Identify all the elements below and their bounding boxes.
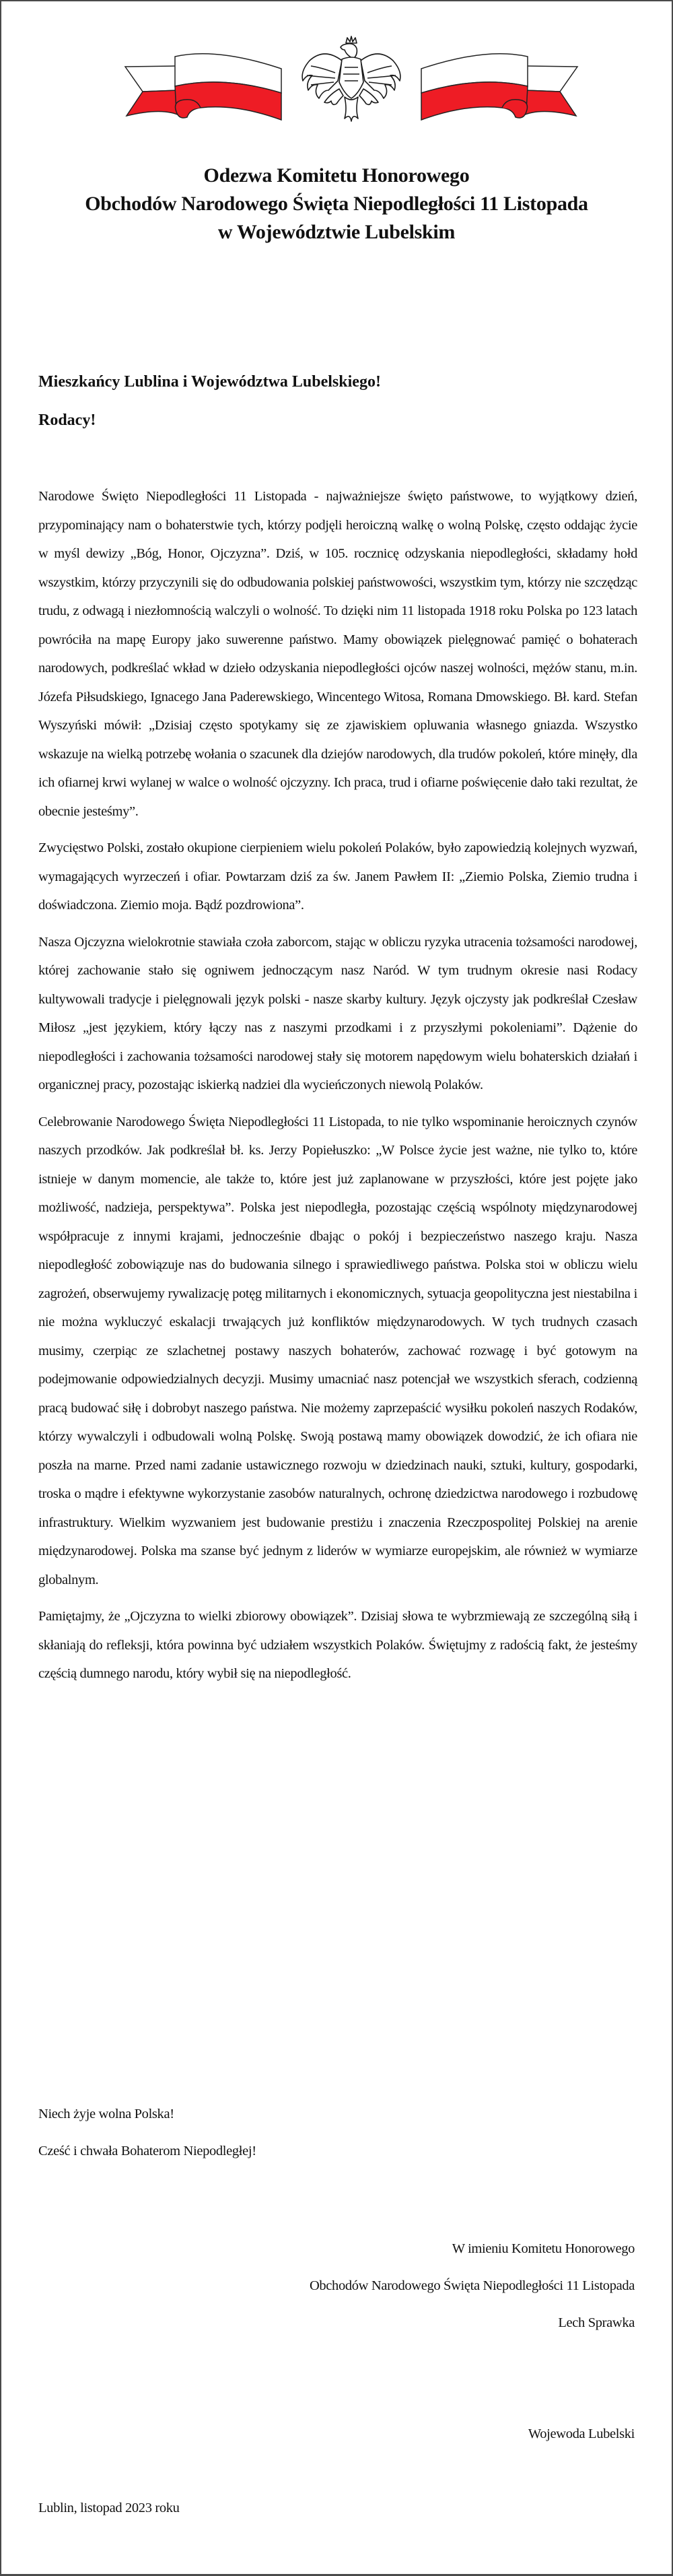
polish-flag-left-icon bbox=[122, 36, 284, 121]
title-line-3: w Województwie Lubelskim bbox=[217, 221, 456, 243]
title-line-2: Obchodów Narodowego Święta Niepodległości 11 Listopada bbox=[85, 193, 588, 215]
header-emblem-banner bbox=[1, 1, 673, 136]
place-and-date: Lublin, listopad 2023 roku bbox=[38, 2501, 180, 2515]
polish-flag-right-icon bbox=[419, 36, 580, 121]
paragraph-1: Narodowe Święto Niepodległości 11 Listopada - najważniejsze święto państwowe, to wyjątkowy dzień, przypominający nam o bohaterstwie tych, którzy podjęli heroiczną walkę o wolną Polskę, często oddając życie w myśl dewizy „Bóg, Honor, Ojczyzna”. Dziś, w 105. rocznicę odzyskania niepodległości, składamy hołd wszystkim, którzy przyczynili się do odbudowania polskiej państwowości, wszystkim tym, którzy nie szczędząc trudu, z odwagą i niezłomnością walczyli o wolność. To dzięki nim 11 listopada 1918 roku Polska po 123 latach powróciła na mapę Europy jako suwerenne państwo. Mamy obowiązek pielęgnować pamięć o bohaterach narodowych, podkreślać wkład w dzieło odzyskania niepodległości ojców naszej wolności, mężów stanu, m.in. Józefa Piłsudskiego, Ignacego Jana Paderewskiego, Wincentego Witosa, Romana Dmowskiego. Bł. kard. Stefan Wyszyński mówił: „Dzisiaj często spotykamy się ze zjawiskiem opluwania własnego gniazda. Wszystko wskazuje na wielką potrzebę wołania o szacunek dla dziejów narodowych, dla trudów pokoleń, które minęły, dla ich ofiarnej krwi wylanej w walce o wolność ojczyzny. Ich praca, trud i ofiarne poświęcenie dało taki rezultat, że obecnie jesteśmy”. bbox=[38, 489, 637, 819]
title-line-1: Odezwa Komitetu Honorowego bbox=[203, 164, 470, 187]
greeting-compatriots: Rodacy! bbox=[38, 411, 96, 429]
signature-name: Lech Sprawka bbox=[558, 2315, 635, 2330]
closing-line-2: Cześć i chwała Bohaterom Niepodległej! bbox=[38, 2144, 256, 2158]
document-title bbox=[1, 162, 672, 246]
appeal-body bbox=[38, 482, 637, 1696]
white-eagle-emblem-icon bbox=[297, 34, 405, 125]
signature-line-1: W imieniu Komitetu Honorowego bbox=[452, 2241, 635, 2256]
paragraph-2: Zwycięstwo Polski, zostało okupione cierpieniem wielu pokoleń Polaków, było zapowiedzią kolejnych wyzwań, wymagających wyrzeczeń i ofiar. Powtarzam dziś za św. Janem Pawłem II: „Ziemio Polska, Ziemio trudna i doświadczona. Ziemio moja. Bądź pozdrowiona”. bbox=[38, 840, 637, 913]
signature-line-2: Obchodów Narodowego Święta Niepodległości 11 Listopada bbox=[309, 2278, 635, 2293]
closing-line-1: Niech żyje wolna Polska! bbox=[38, 2107, 174, 2121]
paragraph-4: Celebrowanie Narodowego Święta Niepodległości 11 Listopada, to nie tylko wspominanie heroicznych czynów naszych przodków. Jak podkreślał bł. ks. Jerzy Popiełuszko: „W Polsce życie jest ważne, nie tylko to, które istnieje w danym momencie, ale także to, które jest już zaplanowane w przyszłości, które jest pojęte jako możliwość, nadzieja, perspektywa”. Polska jest niepodległa, pozostając częścią wspólnoty międzynarodowej współpracuje z innymi krajami, jednocześnie dbając o pokój i bezpieczeństwo naszego kraju. Nasza niepodległość zobowiązuje nas do budowania silnego i sprawiedliwego państwa. Polska stoi w obliczu wielu zagrożeń, obserwujemy rywalizację potęg militarnych i ekonomicznych, sytuacja geopolityczna jest niestabilna i nie można wykluczyć eskalacji trwających już konfliktów międzynarodowych. W tych trudnych czasach musimy, czerpiąc ze szlachetnej postawy naszych bohaterów, zachować rozwagę i być gotowym na podejmowanie odpowiedzialnych decyzji. Musimy umacniać nasz potencjał we wszystkich sferach, codzienną pracą budować siłę i dobrobyt naszego państwa. Nie możemy zaprzepaścić wysiłku pokoleń naszych Rodaków, którzy wywalczyli i odbudowali wolną Polskę. Swoją postawą mamy obowiązek dowodzić, że ich ofiara nie poszła na marne. Przed nami zadanie ustawicznego rozwoju w dziedzinach nauki, sztuki, kultury, gospodarki, troska o mądre i efektywne wykorzystanie zasobów naturalnych, ochronę dziedzictwa narodowego i rozbudowę infrastruktury. Wielkim wyzwaniem jest budowanie prestiżu i znaczenia Rzeczpospolitej Polskiej na arenie międzynarodowej. Polska ma szanse być jednym z liderów w wymiarze europejskim, ale również w wymiarze globalnym. bbox=[38, 1114, 637, 1587]
greeting-residents: Mieszkańcy Lublina i Województwa Lubelskiego! bbox=[38, 373, 381, 391]
paragraph-3: Nasza Ojczyzna wielokrotnie stawiała czoła zaborcom, stając w obliczu ryzyka utracenia tożsamości narodowej, której zachowanie stało się ogniwem jednoczącym nasz Naród. W tym trudnym okresie nasi Rodacy kultywowali tradycje i pielęgnowali język polski - nasze skarby kultury. Język ojczysty jak podkreślał Czesław Miłosz „jest językiem, który łączy nas z naszymi przodkami i z przyszłymi pokoleniami”. Dążenie do niepodległości i zachowania tożsamości narodowej stały się motorem napędowym wielu bohaterskich działań i organicznej pracy, pozostając iskierką nadziei dla wycieńczonych niewolą Polaków. bbox=[38, 934, 637, 1092]
signature-role: Wojewoda Lubelski bbox=[528, 2426, 635, 2441]
paragraph-5: Pamiętajmy, że „Ojczyzna to wielki zbiorowy obowiązek”. Dzisiaj słowa te wybrzmiewają ze szczególną siłą i skłaniają do refleksji, która powinna być udziałem wszystkich Polaków. Świętujmy z radością fakt, że jesteśmy częścią dumnego narodu, który wybił się na niepodległość. bbox=[38, 1609, 637, 1681]
